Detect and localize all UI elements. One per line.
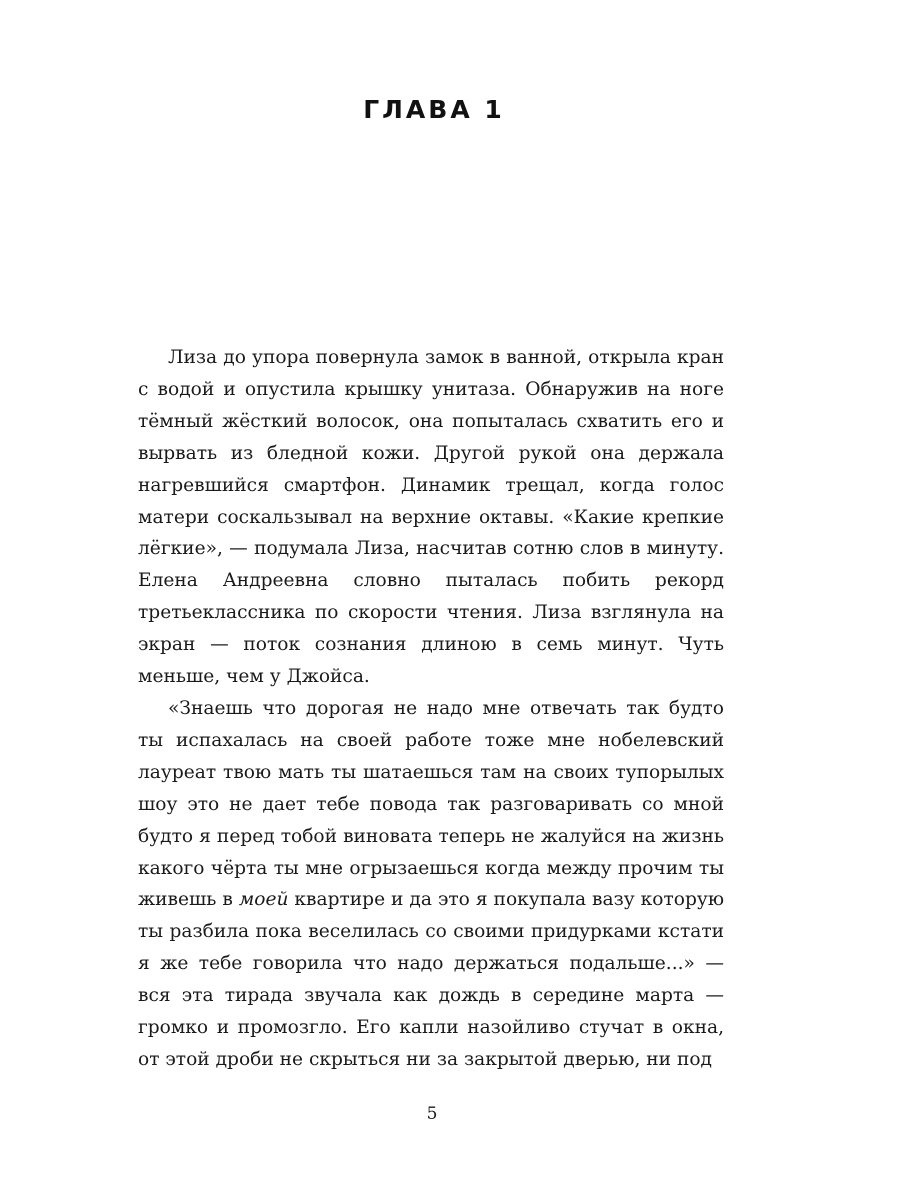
paragraph-1: Лиза до упора повернула замок в ванной, открыла кран с водой и опустила крышку унитаза. Обнаружив на ноге тёмный жёсткий волосок, она попыталась схватить его и вырвать из бледной кожи. Другой рукой она держала нагревшийся смартфон. Динамик трещал, когда голос матери соскальзывал на верхние октавы. «Какие крепкие лёгкие», — подумала Лиза, насчитав сотню слов в минуту. Елена Андреевна словно пыталась побить рекорд третьеклассника по скорости чтения. Лиза взглянула на экран — поток сознания длиною в семь минут. Чуть меньше, чем у Джойса. bbox=[138, 347, 724, 688]
page-number: 5 bbox=[426, 1104, 438, 1124]
paragraph-2-part-2: квартире и да это я покупала вазу которую ты разбила пока веселилась со своими придурками кстати я же тебе говорила что надо держаться подальше...» — вся эта тирада звучала как дождь в середине марта — громко и промозгло. Его капли назойливо стучат в окна, от этой дроби не скрыться ни за закрытой дверью, ни под bbox=[138, 889, 725, 1070]
paragraph-2-part-1: «Знаешь что дорогая не надо мне отвечать так будто ты испахалась на своей работе тоже мне нобелевский лауреат твою мать ты шатаешься там на своих тупорылых шоу это не дает тебе повода так разговаривать со мной будто я перед тобой виновата теперь не жалуйся на жизнь какого чёрта ты мне огрызаешься когда между прочим ты живешь в bbox=[138, 697, 724, 911]
chapter-title: ГЛАВА 1 bbox=[363, 95, 505, 124]
paragraph-2 bbox=[138, 693, 724, 1076]
body-text bbox=[138, 342, 724, 1076]
paragraph-2-emphasis: моей bbox=[238, 889, 289, 911]
